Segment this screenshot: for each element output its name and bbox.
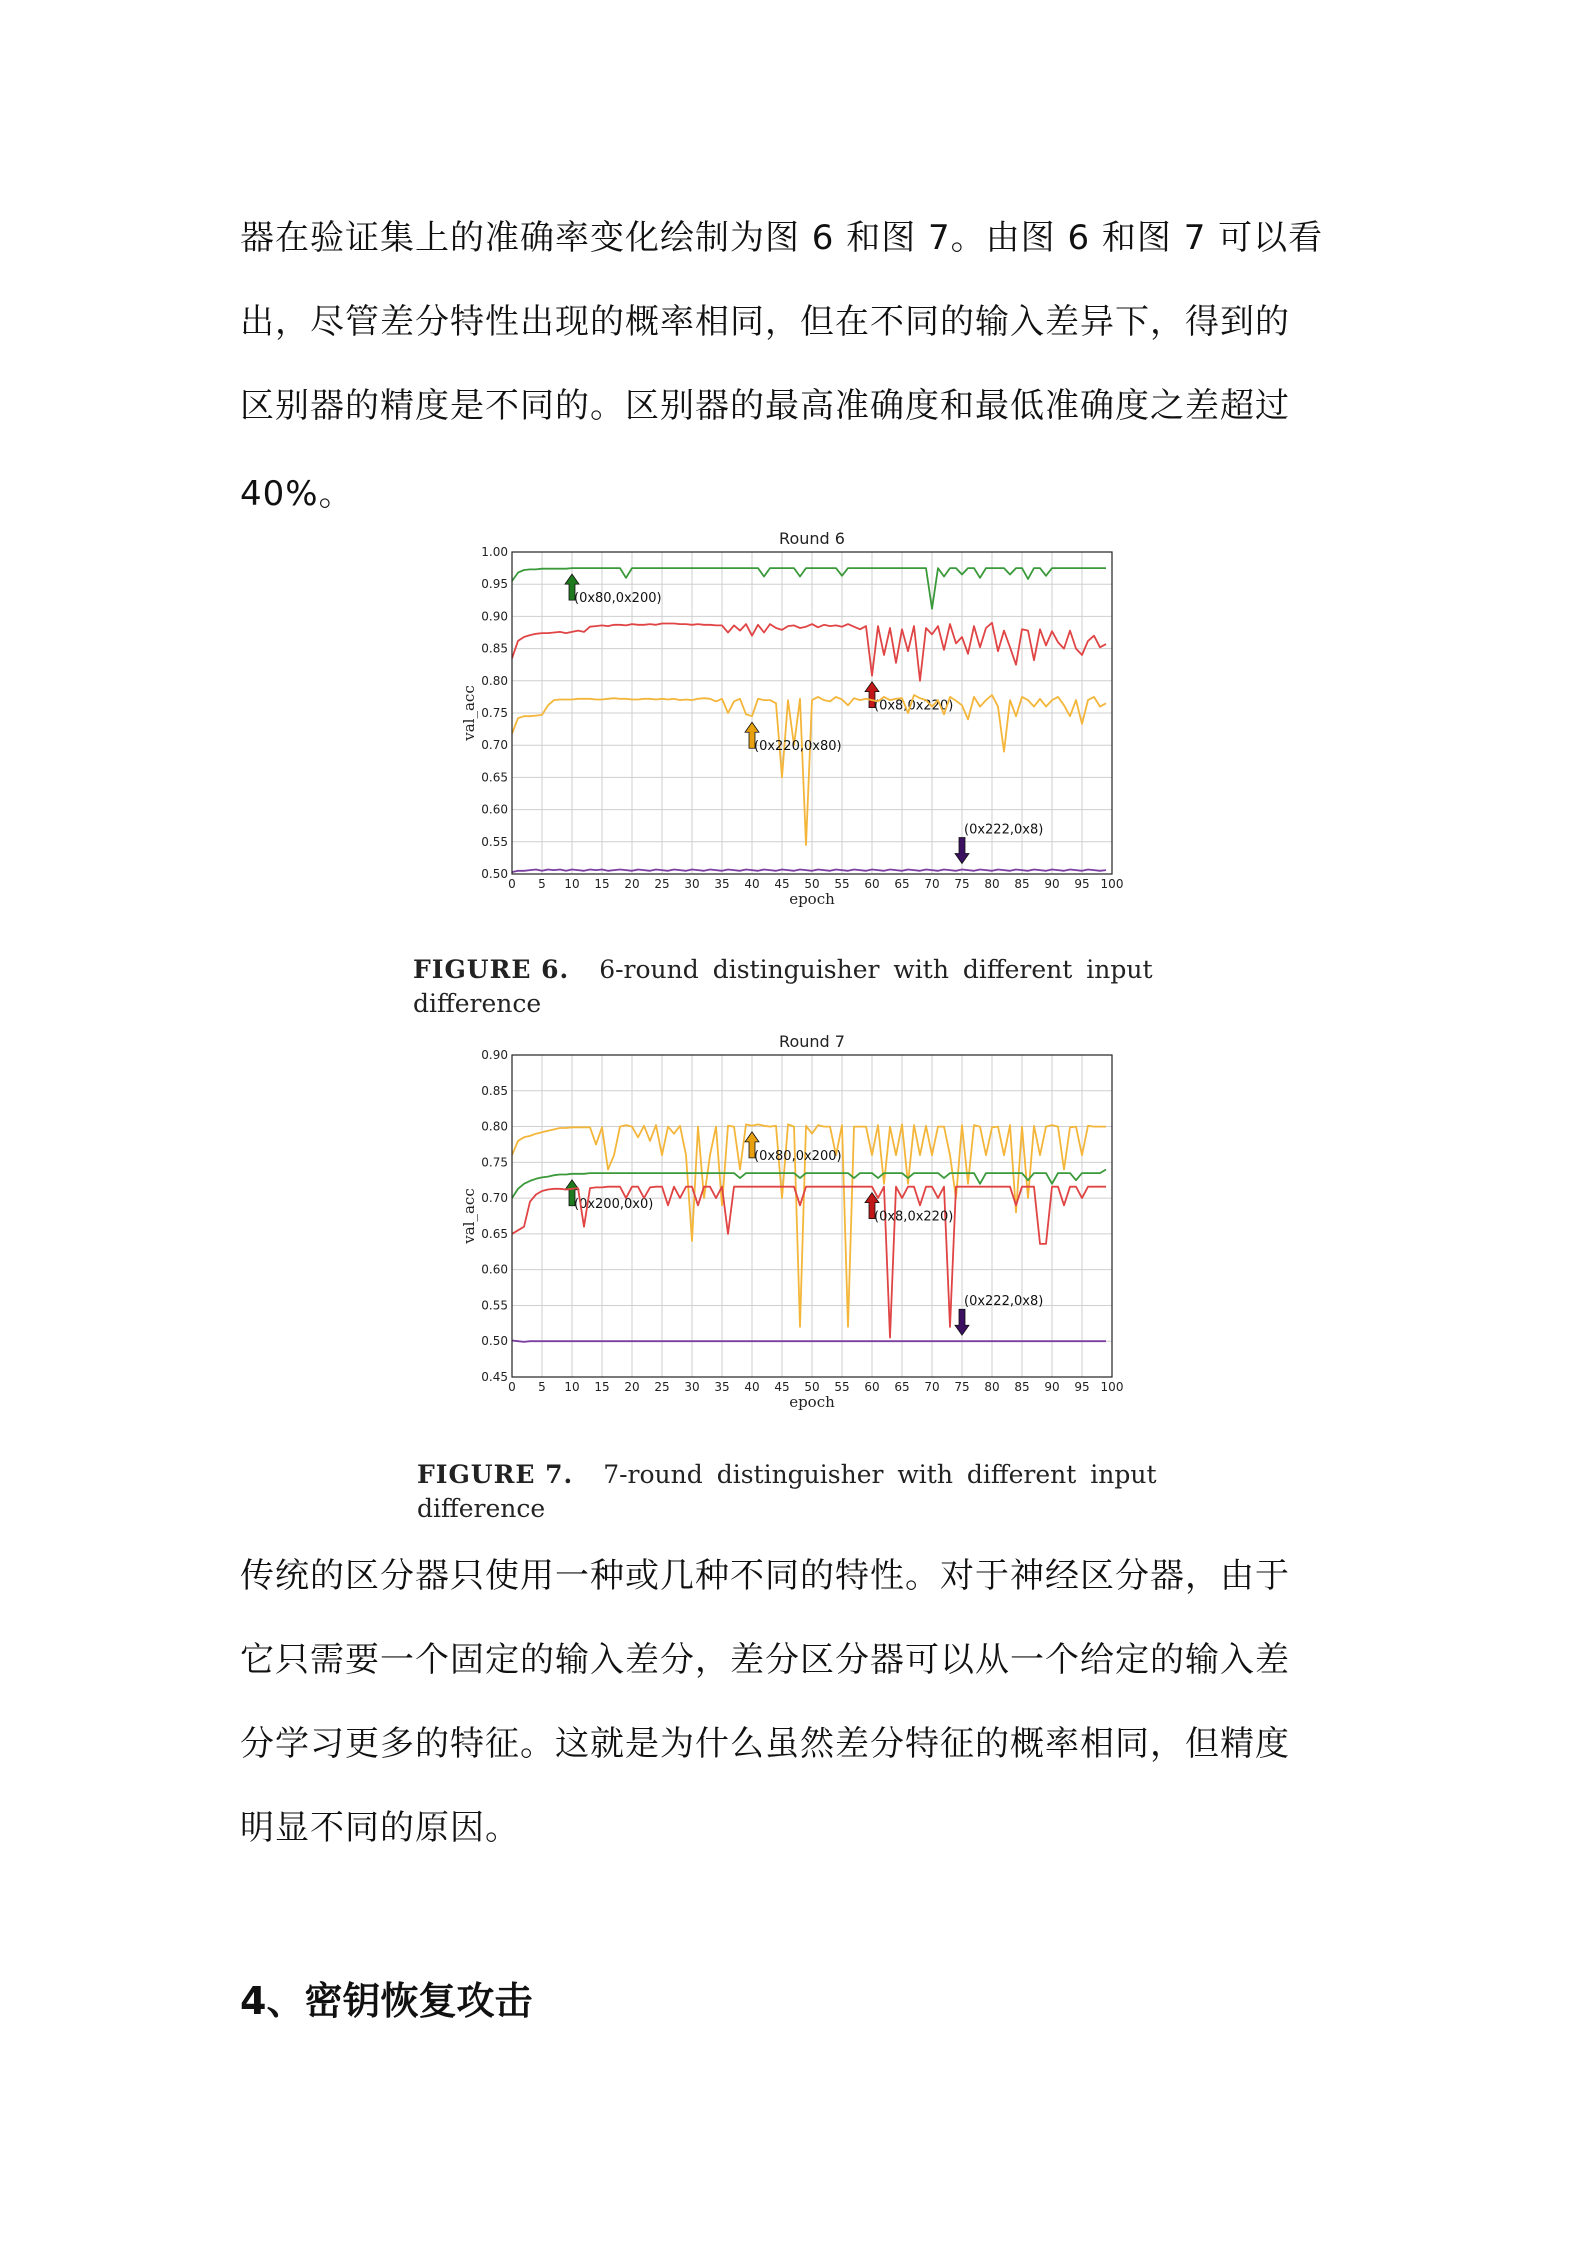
- annotation-label: (0x80,0x200): [754, 1148, 842, 1164]
- x-tick-label: 30: [684, 1380, 700, 1394]
- y-tick-label: 0.90: [481, 609, 508, 624]
- paragraph-line: 分学习更多的特征。这就是为什么虽然差分特征的概率相同，但精度: [240, 1724, 1290, 1764]
- x-tick-label: 100: [1100, 1380, 1124, 1394]
- x-tick-label: 75: [954, 877, 970, 891]
- x-tick-label: 50: [804, 877, 820, 891]
- y-tick-label: 0.60: [481, 1262, 508, 1277]
- series-line: [512, 623, 1106, 681]
- x-tick-label: 35: [714, 877, 730, 891]
- y-tick-label: 0.80: [481, 1119, 508, 1134]
- x-tick-label: 25: [654, 1380, 670, 1394]
- paragraph-line: 明显不同的原因。: [240, 1808, 520, 1848]
- chart-title: Round 6: [779, 530, 845, 548]
- x-tick-label: 90: [1044, 1380, 1060, 1394]
- series-line: [512, 1341, 1106, 1342]
- x-tick-label: 20: [624, 1380, 640, 1394]
- figure-7-caption-text: 7-round distinguisher with different input: [603, 1460, 1157, 1489]
- y-tick-label: 0.65: [481, 770, 508, 785]
- y-tick-label: 0.60: [481, 802, 508, 817]
- x-tick-label: 100: [1100, 877, 1124, 891]
- annotation-label: (0x222,0x8): [964, 822, 1044, 838]
- paragraph-line: 出，尽管差分特性出现的概率相同，但在不同的输入差异下，得到的: [240, 302, 1290, 342]
- x-tick-label: 40: [744, 877, 760, 891]
- figure-6-label: FIGURE 6.: [413, 955, 570, 984]
- paragraph-line: 区别器的精度是不同的。区别器的最高准确度和最低准确度之差超过: [240, 386, 1290, 426]
- annotation-label: (0x220,0x80): [754, 739, 842, 755]
- annotation-label: (0x222,0x8): [964, 1294, 1044, 1310]
- y-tick-label: 0.65: [481, 1226, 508, 1241]
- figure-6-chart: [460, 530, 1140, 920]
- x-tick-label: 20: [624, 877, 640, 891]
- paragraph-line: 器在验证集上的准确率变化绘制为图 6 和图 7。由图 6 和图 7 可以看: [240, 218, 1324, 258]
- y-tick-label: 0.85: [481, 1083, 508, 1098]
- x-tick-label: 40: [744, 1380, 760, 1394]
- paragraph-2: [240, 1548, 1350, 1848]
- x-tick-label: 70: [924, 877, 940, 891]
- x-axis-label: epoch: [789, 1393, 835, 1411]
- y-tick-label: 0.95: [481, 577, 508, 592]
- y-tick-label: 0.90: [481, 1048, 508, 1062]
- y-tick-label: 0.45: [481, 1370, 508, 1384]
- x-tick-label: 5: [538, 877, 546, 891]
- x-tick-label: 75: [954, 1380, 970, 1394]
- figure-6-caption-text-2: difference: [413, 989, 542, 1018]
- chart-title: Round 7: [779, 1033, 845, 1051]
- annotation-arrow: [955, 1309, 969, 1335]
- x-tick-label: 80: [984, 877, 1000, 891]
- annotation-label: (0x80,0x200): [574, 591, 662, 607]
- x-tick-label: 85: [1014, 877, 1030, 891]
- x-tick-label: 80: [984, 1380, 1000, 1394]
- figure-6-caption: [413, 955, 1193, 1025]
- annotation-label: (0x8,0x220): [874, 698, 954, 714]
- x-tick-label: 55: [834, 1380, 850, 1394]
- x-tick-label: 30: [684, 877, 700, 891]
- paragraph-1: [240, 210, 1350, 520]
- x-tick-label: 70: [924, 1380, 940, 1394]
- x-tick-label: 55: [834, 877, 850, 891]
- figure-7-caption-text-2: difference: [417, 1494, 546, 1523]
- x-tick-label: 90: [1044, 877, 1060, 891]
- y-tick-label: 0.55: [481, 834, 508, 849]
- y-tick-label: 0.85: [481, 641, 508, 656]
- annotation-label: (0x8,0x220): [874, 1209, 954, 1225]
- x-tick-label: 35: [714, 1380, 730, 1394]
- x-tick-label: 15: [594, 877, 610, 891]
- annotation-label: (0x200,0x0): [574, 1196, 654, 1212]
- figure-7-label: FIGURE 7.: [417, 1460, 574, 1489]
- y-tick-label: 0.55: [481, 1298, 508, 1313]
- x-tick-label: 45: [774, 877, 790, 891]
- y-tick-label: 0.50: [481, 1334, 508, 1349]
- y-tick-label: 0.70: [481, 1191, 508, 1206]
- paragraph-line: 传统的区分器只使用一种或几种不同的特性。对于神经区分器，由于: [240, 1556, 1290, 1596]
- x-tick-label: 95: [1074, 877, 1090, 891]
- x-tick-label: 65: [894, 877, 910, 891]
- x-tick-label: 60: [864, 1380, 880, 1394]
- series-line: [512, 870, 1106, 873]
- y-tick-label: 0.80: [481, 673, 508, 688]
- figure-7-caption: [417, 1460, 1197, 1530]
- x-tick-label: 50: [804, 1380, 820, 1394]
- y-axis-label: val_acc: [460, 685, 478, 741]
- x-tick-label: 10: [564, 877, 580, 891]
- paragraph-line: 它只需要一个固定的输入差分，差分区分器可以从一个给定的输入差: [240, 1640, 1290, 1680]
- x-tick-label: 95: [1074, 1380, 1090, 1394]
- paragraph-line: 40%。: [240, 474, 354, 514]
- figure-6-caption-text: 6-round distinguisher with different input: [599, 955, 1153, 984]
- x-tick-label: 0: [508, 1380, 516, 1394]
- y-tick-label: 0.75: [481, 1155, 508, 1170]
- x-tick-label: 15: [594, 1380, 610, 1394]
- figure-7-chart: [460, 1033, 1140, 1423]
- x-tick-label: 65: [894, 1380, 910, 1394]
- y-tick-label: 0.70: [481, 738, 508, 753]
- x-tick-label: 45: [774, 1380, 790, 1394]
- x-tick-label: 85: [1014, 1380, 1030, 1394]
- x-tick-label: 0: [508, 877, 516, 891]
- y-axis-label: val_acc: [460, 1188, 478, 1244]
- y-tick-label: 0.75: [481, 706, 508, 720]
- section-heading: 4、密钥恢复攻击: [240, 1979, 533, 2023]
- y-tick-label: 0.50: [481, 867, 508, 881]
- y-tick-label: 1.00: [481, 545, 508, 559]
- x-tick-label: 10: [564, 1380, 580, 1394]
- x-tick-label: 5: [538, 1380, 546, 1394]
- x-axis-label: epoch: [789, 890, 835, 908]
- x-tick-label: 60: [864, 877, 880, 891]
- x-tick-label: 25: [654, 877, 670, 891]
